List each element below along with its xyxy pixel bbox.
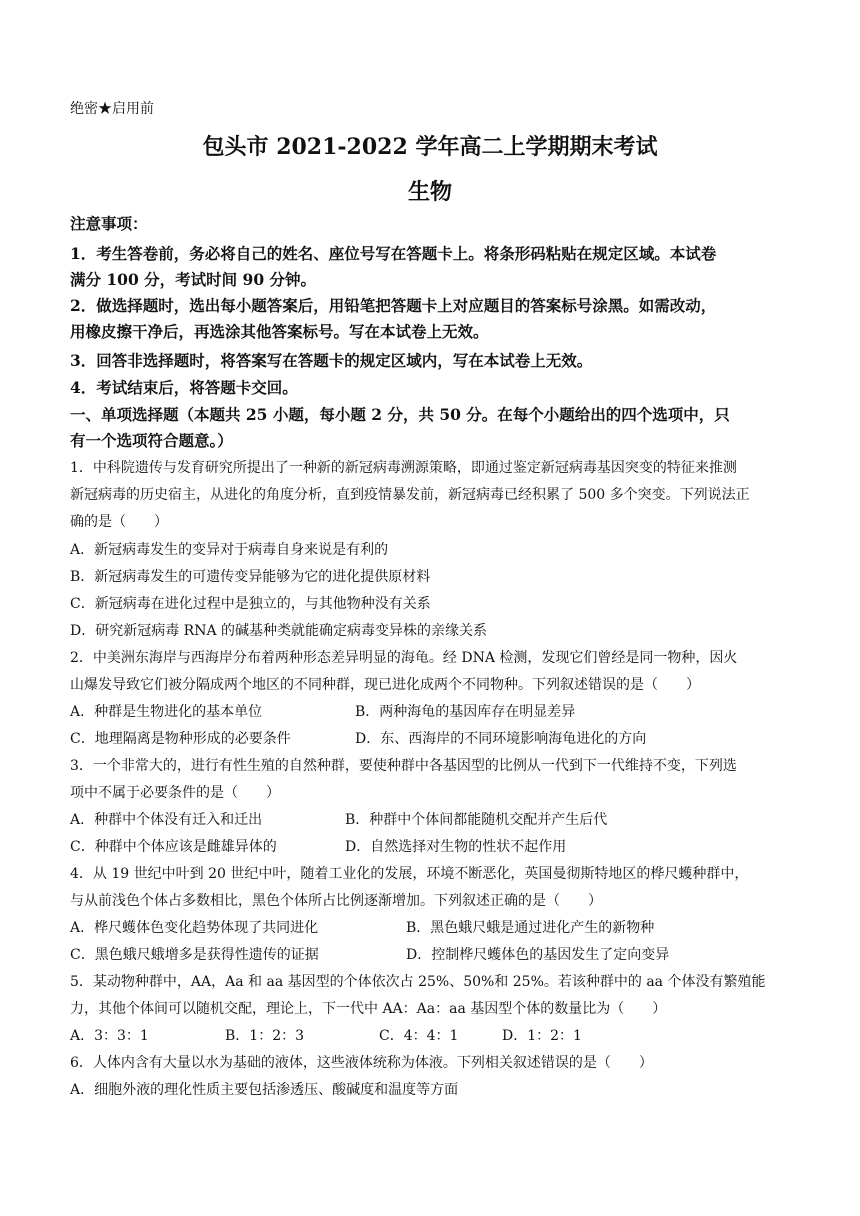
option-c: C．新冠病毒在进化过程中是独立的，与其他物种没有关系 xyxy=(70,596,431,612)
option-a: A．新冠病毒发生的变异对于病毒自身来说是有利的 xyxy=(70,542,389,558)
option-d: D．控制桦尺蠖体色的基因发生了定向变异 xyxy=(406,947,670,963)
question-stem: 与从前浅色个体占多数相比，黑色个体所占比例逐渐增加。下列叙述正确的是（ ） xyxy=(70,893,602,909)
question-stem: 确的是（ ） xyxy=(70,514,168,530)
question-stem: 2．中美洲东海岸与西海岸分布着两种形态差异明显的海龟。经 DNA 检测，发现它们曾经是同一物种，因火 xyxy=(70,650,738,666)
option-c: C．种群中个体应该是雌雄异体的 xyxy=(70,839,277,855)
notice-item: 1．考生答卷前，务必将自己的姓名、座位号写在答题卡上。将条形码粘贴在规定区域。本试卷 xyxy=(70,244,717,263)
question-stem: 力，其他个体间可以随机交配，理论上，下一代中 AA：Aa：aa 基因型个体的数量比为（ ） xyxy=(70,1001,667,1017)
question-stem: 1．中科院遗传与发育研究所提出了一种新的新冠病毒溯源策略，即通过鉴定新冠病毒基因突变的特征来推测 xyxy=(70,460,737,476)
notice-item: 用橡皮擦干净后，再选涂其他答案标号。写在本试卷上无效。 xyxy=(70,322,489,341)
question-stem: 4．从 19 世纪中叶到 20 世纪中叶，随着工业化的发展，环境不断恶化，英国曼彻斯特地区的桦尺蠖种群中， xyxy=(70,866,749,882)
question-stem: 5．某动物种群中，AA，Aa 和 aa 基因型的个体依次占 25%、50%和 25%。若该种群中的 aa 个体没有繁殖能 xyxy=(70,974,766,990)
question-stem: 山爆发导致它们被分隔成两个地区的不同种群，现已进化成两个不同物种。下列叙述错误的是（ ） xyxy=(70,677,700,693)
option-b: B．新冠病毒发生的可遗传变异能够为它的进化提供原材料 xyxy=(70,569,431,585)
notice-item: 4．考试结束后，将答题卡交回。 xyxy=(70,378,298,397)
notice-item: 2．做选择题时，选出每小题答案后，用铅笔把答题卡上对应题目的答案标号涂黑。如需改动， xyxy=(70,296,717,315)
option-d: D．东、西海岸的不同环境影响海龟进化的方向 xyxy=(355,731,647,747)
option-a: A．桦尺蠖体色变化趋势体现了共同进化 xyxy=(70,920,319,936)
option-d: D．自然选择对生物的性状不起作用 xyxy=(345,839,567,855)
exam-title: 包头市 2021-2022 学年高二上学期期末考试 xyxy=(202,134,658,160)
question-stem: 新冠病毒的历史宿主，从进化的角度分析，直到疫情暴发前，新冠病毒已经积累了 500 多个突变。下列说法正 xyxy=(70,487,750,503)
subject-title: 生物 xyxy=(407,179,452,205)
option-d: D．研究新冠病毒 RNA 的碱基种类就能确定病毒变异株的亲缘关系 xyxy=(70,623,488,639)
question-stem: 项中不属于必要条件的是（ ） xyxy=(70,785,280,801)
option-c: C．4：4：1 xyxy=(379,1028,459,1044)
section-heading: 一、单项选择题（本题共 25 小题，每小题 2 分，共 50 分。在每个小题给出的四个选项中，只 xyxy=(70,405,730,424)
option-c: C．地理隔离是物种形成的必要条件 xyxy=(70,731,291,747)
notice-item: 3．回答非选择题时，将答案写在答题卡的规定区域内，写在本试卷上无效。 xyxy=(70,351,593,370)
question-stem: 6．人体内含有大量以水为基础的液体，这些液体统称为体液。下列相关叙述错误的是（ ） xyxy=(70,1055,653,1071)
option-a: A．3：3：1 xyxy=(70,1028,149,1044)
option-b: B．1：2：3 xyxy=(225,1028,305,1044)
option-b: B．种群中个体间都能随机交配并产生后代 xyxy=(345,812,608,828)
notice-heading: 注意事项： xyxy=(70,214,148,233)
option-c: C．黑色蛾尺蛾增多是获得性遗传的证据 xyxy=(70,947,319,963)
secret-label: 绝密★启用前 xyxy=(70,101,154,117)
notice-item: 满分 100 分，考试时间 90 分钟。 xyxy=(70,270,317,289)
option-b: B．黑色蛾尺蛾是通过进化产生的新物种 xyxy=(406,920,655,936)
option-a: A．种群是生物进化的基本单位 xyxy=(70,704,263,720)
option-a: A．种群中个体没有迁入和迁出 xyxy=(70,812,263,828)
option-b: B．两种海龟的基因库存在明显差异 xyxy=(355,704,576,720)
option-a: A．细胞外液的理化性质主要包括渗透压、酸碱度和温度等方面 xyxy=(70,1082,459,1098)
option-d: D．1：2：1 xyxy=(502,1028,582,1044)
section-heading-cont: 有一个选项符合题意。） xyxy=(70,431,233,450)
question-stem: 3．一个非常大的，进行有性生殖的自然种群，要使种群中各基因型的比例从一代到下一代维持不变，下列选 xyxy=(70,758,737,774)
